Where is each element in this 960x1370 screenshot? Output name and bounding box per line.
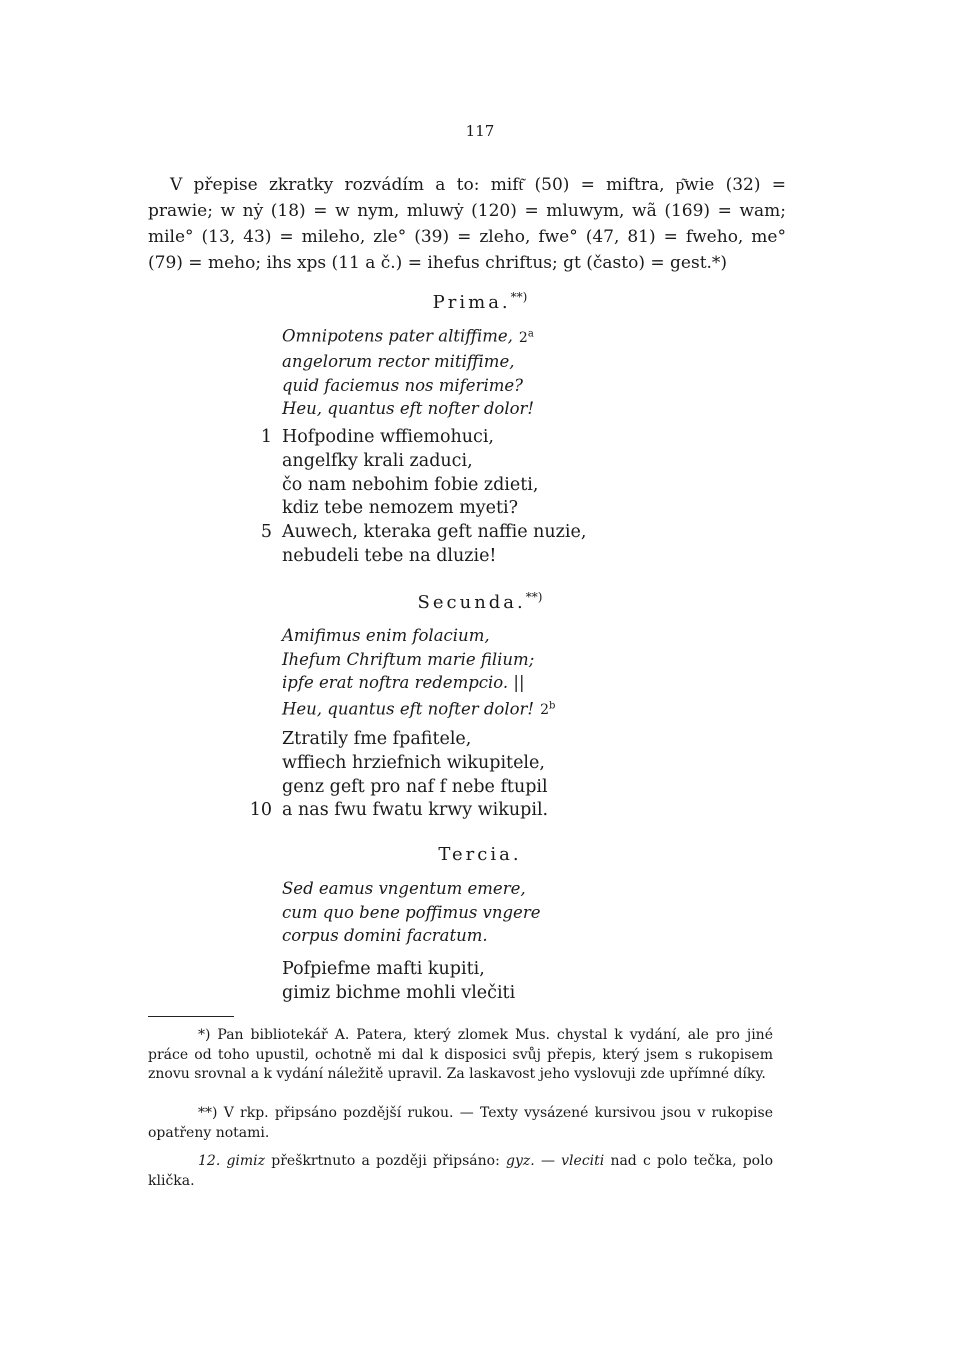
- czech-stanza-prima: [260, 426, 587, 569]
- latin-line: Heu, quantus eft nofter dolor!: [282, 399, 535, 419]
- latin-line: Heu, quantus eft nofter dolor! 2$^b$: [282, 699, 556, 719]
- heading-text: Secunda.: [417, 592, 526, 613]
- latin-line: Omnipotens pater altiffime, 2$^a$: [282, 326, 534, 346]
- footnote-separator: [148, 1016, 234, 1017]
- czech-line: wffiech hrziefnich wikupitele,: [282, 752, 545, 773]
- line-number: 10: [249, 800, 272, 821]
- czech-line: čo nam nebohim fobie zdieti,: [282, 474, 539, 495]
- heading-text: Prima.: [432, 292, 511, 313]
- czech-line: 1 Hofpodine wffiemohuci,: [282, 426, 586, 450]
- czech-line: gimiz bichme mohli vlečiti: [282, 982, 516, 1003]
- czech-line: genz geft pro naf f nebe ftupil: [282, 776, 548, 797]
- latin-stanza-prima: [282, 322, 534, 421]
- footnote-1: *) Pan bibliotekář A. Patera, který zlomek Mus. chystal k vydání, ale pro jiné práce od toho upustil, ochotně mi dal k disposici svůj přepis, který jsem s rukopisem znovu srovnal a k vydání náležitě upravil. Za laskavost jeho vyslovuji zde upřímné díky.: [148, 1027, 773, 1082]
- czech-line: Ztratily fme fpafitele,: [282, 729, 472, 749]
- czech-stanza-secunda: [249, 728, 549, 823]
- line-number: 1: [260, 427, 272, 447]
- latin-stanza-secunda: [282, 624, 555, 723]
- latin-line: cum quo bene poffimus vngere: [282, 902, 541, 922]
- section-heading-tercia: [0, 844, 960, 865]
- manuscript-folio-mark: 2$^b$: [540, 700, 556, 719]
- czech-line: Pofpiefme mafti kupiti,: [282, 959, 485, 979]
- latin-line: angelorum rector mitiffime,: [282, 352, 515, 372]
- czech-line: kdiz tebe nemozem myeti?: [282, 498, 519, 519]
- czech-line: 10 a nas fwu fwatu krwy wikupil.: [282, 799, 548, 823]
- czech-line: angelfky krali zaduci,: [282, 450, 473, 471]
- latin-line: Amifimus enim folacium,: [282, 626, 490, 645]
- section-heading-prima: [0, 290, 960, 313]
- latin-line: corpus domini facratum.: [282, 926, 488, 945]
- czech-line: 5 Auwech, kteraka geft naffie nuzie,: [282, 521, 586, 545]
- variant-note: 12. gimiz přeškrtnuto a později připsáno: gyz. — vleciti nad c polo tečka, polo klička.: [148, 1153, 774, 1189]
- latin-line: Sed eamus vngentum emere,: [282, 879, 526, 898]
- page-number: 117: [465, 122, 495, 140]
- variant-word: gimiz: [226, 1153, 266, 1169]
- czech-stanza-tercia: [282, 958, 515, 1006]
- latin-stanza-tercia: [282, 877, 540, 948]
- variant-line-ref: 12.: [198, 1153, 221, 1169]
- latin-line: quid faciemus nos miferime?: [282, 375, 523, 395]
- manuscript-folio-mark: 2$^a$: [518, 328, 534, 346]
- intro-paragraph: [148, 172, 786, 276]
- heading-footnote-mark: **): [510, 290, 528, 304]
- footnote-2: **) V rkp. připsáno pozdější rukou. — Texty vysázené kursivou jsou v rukopise opatřeny notami.: [148, 1105, 773, 1141]
- heading-text: Tercia.: [438, 844, 522, 865]
- section-heading-secunda: [0, 590, 960, 613]
- line-number: 5: [260, 522, 272, 543]
- variant-word: vleciti: [561, 1153, 605, 1169]
- latin-line: ipfe erat noftra redempcio. ||: [282, 673, 525, 692]
- latin-line: Ihefum Chriftum marie filium;: [282, 649, 535, 669]
- heading-footnote-mark: **): [525, 590, 543, 604]
- variant-word: gyz.: [506, 1153, 535, 1169]
- czech-line: nebudeli tebe na dluzie!: [282, 545, 497, 566]
- intro-text: V přepise zkratky rozvádím a to: mift͂ (50) = miftra, p͂wie (32) = prawie; w nẏ (18) = w nym, mluwẏ (120) = mluwym, wã (169) = wam; mile° (13, 43) = mileho, zle° (39) = zleho, fwe° (47, 81) = fweho, me° (79) = meho; ihs xps (11 a č.) = ihefus chriftus; gt (často) = gest.*): [148, 175, 786, 273]
